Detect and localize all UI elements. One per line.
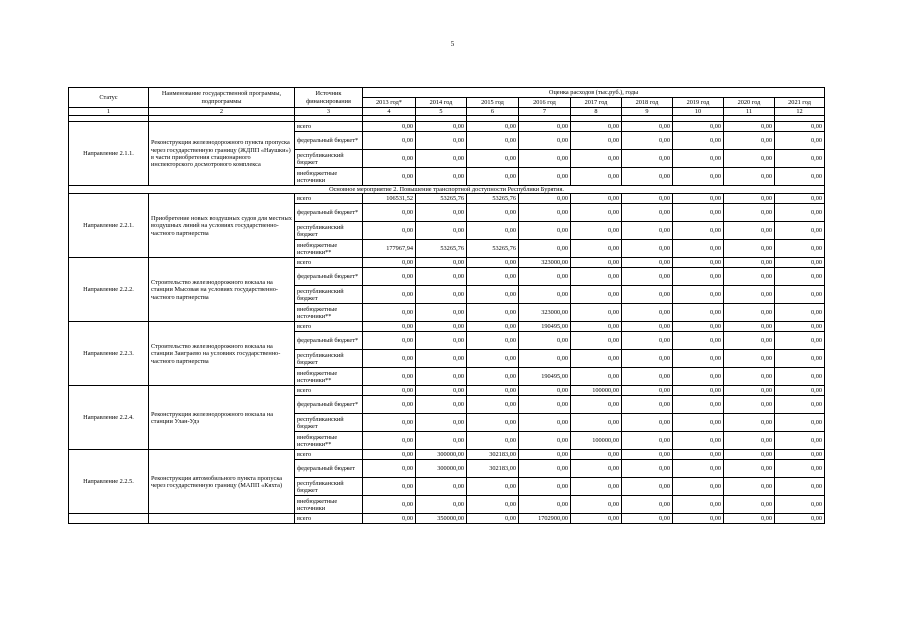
value-cell: 190495,00 (519, 322, 571, 332)
value-cell: 0,00 (571, 150, 622, 168)
value-cell: 0,00 (363, 432, 416, 450)
value-cell: 0,00 (724, 496, 775, 514)
value-cell: 0,00 (775, 286, 825, 304)
value-cell: 0,00 (571, 132, 622, 150)
value-cell: 0,00 (673, 322, 724, 332)
value-cell: 0,00 (775, 268, 825, 286)
value-cell: 0,00 (775, 194, 825, 204)
status-cell: Направление 2.2.3. (69, 322, 149, 386)
value-cell: 0,00 (467, 322, 519, 332)
value-cell: 0,00 (519, 332, 571, 350)
source-cell: федеральный бюджет* (295, 132, 363, 150)
source-cell: федеральный бюджет* (295, 204, 363, 222)
source-cell: внебюджетные источники** (295, 432, 363, 450)
value-cell: 0,00 (416, 286, 467, 304)
source-cell: республиканский бюджет (295, 350, 363, 368)
value-cell: 0,00 (775, 168, 825, 186)
header-year: 2014 год (416, 98, 467, 108)
value-cell: 0,00 (467, 368, 519, 386)
value-cell: 0,00 (622, 132, 673, 150)
value-cell: 0,00 (363, 258, 416, 268)
value-cell: 0,00 (673, 194, 724, 204)
value-cell: 0,00 (622, 368, 673, 386)
value-cell: 0,00 (622, 150, 673, 168)
value-cell: 0,00 (571, 350, 622, 368)
value-cell: 0,00 (673, 150, 724, 168)
value-cell: 0,00 (519, 286, 571, 304)
value-cell: 0,00 (416, 350, 467, 368)
value-cell: 302183,00 (467, 450, 519, 460)
table-row (69, 122, 825, 132)
value-cell: 0,00 (724, 168, 775, 186)
value-cell: 0,00 (724, 414, 775, 432)
value-cell: 0,00 (775, 322, 825, 332)
value-cell: 0,00 (416, 478, 467, 496)
value-cell: 0,00 (673, 414, 724, 432)
value-cell: 0,00 (724, 258, 775, 268)
value-cell: 0,00 (775, 514, 825, 524)
value-cell: 0,00 (363, 396, 416, 414)
value-cell: 0,00 (724, 150, 775, 168)
value-cell: 0,00 (724, 204, 775, 222)
source-cell: всего (295, 322, 363, 332)
value-cell: 0,00 (467, 286, 519, 304)
value-cell: 0,00 (416, 268, 467, 286)
value-cell: 0,00 (673, 496, 724, 514)
name-cell: Реконструкция железнодорожного вокзала на станции Улан-Удэ (149, 386, 295, 450)
value-cell: 0,00 (775, 460, 825, 478)
value-cell: 0,00 (571, 460, 622, 478)
value-cell: 0,00 (622, 322, 673, 332)
source-cell: федеральный бюджет (295, 460, 363, 478)
source-cell: федеральный бюджет* (295, 268, 363, 286)
value-cell: 0,00 (724, 194, 775, 204)
value-cell: 0,00 (673, 168, 724, 186)
value-cell: 0,00 (519, 240, 571, 258)
header-col-number: 8 (571, 108, 622, 116)
table-row (69, 450, 825, 460)
name-cell: Строительство железнодорожного вокзала на станции Заиграево на условиях государственно-частного партнерства (149, 322, 295, 386)
value-cell: 0,00 (724, 368, 775, 386)
value-cell: 0,00 (467, 350, 519, 368)
value-cell: 0,00 (519, 132, 571, 150)
value-cell: 0,00 (673, 304, 724, 322)
header-year: 2018 год (622, 98, 673, 108)
value-cell: 0,00 (363, 304, 416, 322)
source-cell: внебюджетные источники** (295, 304, 363, 322)
value-cell: 0,00 (363, 496, 416, 514)
value-cell: 0,00 (724, 460, 775, 478)
header-year: 2020 год (724, 98, 775, 108)
value-cell: 0,00 (571, 304, 622, 322)
value-cell: 0,00 (519, 414, 571, 432)
value-cell: 0,00 (571, 414, 622, 432)
source-cell: внебюджетные источники (295, 168, 363, 186)
value-cell: 0,00 (724, 386, 775, 396)
header-col-number: 12 (775, 108, 825, 116)
value-cell: 0,00 (571, 122, 622, 132)
table-row (69, 258, 825, 268)
value-cell: 0,00 (416, 132, 467, 150)
value-cell: 53265,76 (467, 240, 519, 258)
value-cell: 0,00 (467, 132, 519, 150)
value-cell: 0,00 (363, 122, 416, 132)
value-cell: 0,00 (673, 286, 724, 304)
value-cell: 106531,52 (363, 194, 416, 204)
value-cell: 0,00 (775, 122, 825, 132)
value-cell: 0,00 (673, 268, 724, 286)
value-cell: 0,00 (724, 332, 775, 350)
value-cell: 323000,00 (519, 304, 571, 322)
value-cell: 0,00 (724, 478, 775, 496)
value-cell: 0,00 (571, 222, 622, 240)
value-cell: 0,00 (571, 168, 622, 186)
header-year: 2021 год (775, 98, 825, 108)
name-cell: Строительство железнодорожного вокзала на станции Мысовая на условиях государственно-частного партнерства (149, 258, 295, 322)
header-col-number: 2 (149, 108, 295, 116)
value-cell: 0,00 (571, 478, 622, 496)
value-cell: 0,00 (673, 350, 724, 368)
value-cell: 300000,00 (416, 460, 467, 478)
status-cell (69, 514, 149, 524)
value-cell: 53265,76 (416, 240, 467, 258)
value-cell: 0,00 (363, 222, 416, 240)
value-cell: 0,00 (673, 368, 724, 386)
source-cell: республиканский бюджет (295, 150, 363, 168)
header-name: Наименование государственной программы, подпрограммы (149, 88, 295, 108)
value-cell: 0,00 (673, 240, 724, 258)
value-cell: 0,00 (622, 304, 673, 322)
value-cell: 0,00 (673, 514, 724, 524)
value-cell: 0,00 (775, 222, 825, 240)
value-cell: 323000,00 (519, 258, 571, 268)
value-cell: 0,00 (363, 368, 416, 386)
value-cell: 0,00 (775, 240, 825, 258)
value-cell: 0,00 (416, 258, 467, 268)
value-cell: 0,00 (416, 122, 467, 132)
value-cell: 0,00 (363, 204, 416, 222)
value-cell: 300000,00 (416, 450, 467, 460)
value-cell: 0,00 (416, 386, 467, 396)
source-cell: всего (295, 386, 363, 396)
value-cell: 0,00 (775, 414, 825, 432)
value-cell: 0,00 (673, 222, 724, 240)
value-cell: 0,00 (416, 332, 467, 350)
source-cell: федеральный бюджет* (295, 332, 363, 350)
source-cell: всего (295, 122, 363, 132)
value-cell: 0,00 (519, 350, 571, 368)
name-cell: Приобретение новых воздушных судов для местных воздушных линий на условиях государственно-частного партнерства (149, 194, 295, 258)
value-cell: 0,00 (571, 396, 622, 414)
value-cell: 0,00 (673, 204, 724, 222)
value-cell: 0,00 (673, 450, 724, 460)
value-cell: 0,00 (363, 168, 416, 186)
source-cell: внебюджетные источники** (295, 368, 363, 386)
value-cell: 0,00 (363, 514, 416, 524)
table-row (69, 386, 825, 396)
source-cell: всего (295, 258, 363, 268)
value-cell: 0,00 (673, 460, 724, 478)
value-cell: 0,00 (673, 396, 724, 414)
value-cell: 0,00 (467, 258, 519, 268)
value-cell: 0,00 (775, 386, 825, 396)
value-cell: 0,00 (571, 286, 622, 304)
value-cell: 0,00 (467, 414, 519, 432)
value-cell: 0,00 (622, 332, 673, 350)
value-cell: 0,00 (519, 194, 571, 204)
value-cell: 0,00 (519, 150, 571, 168)
value-cell: 0,00 (519, 168, 571, 186)
header-status: Статус (69, 88, 149, 108)
value-cell: 0,00 (467, 432, 519, 450)
value-cell: 0,00 (363, 478, 416, 496)
value-cell: 0,00 (622, 122, 673, 132)
value-cell: 0,00 (467, 332, 519, 350)
value-cell: 0,00 (571, 268, 622, 286)
header-col-number: 3 (295, 108, 363, 116)
header-source: Источник финансирования (295, 88, 363, 108)
value-cell: 0,00 (724, 450, 775, 460)
value-cell: 0,00 (571, 496, 622, 514)
value-cell: 0,00 (363, 386, 416, 396)
value-cell: 0,00 (775, 432, 825, 450)
value-cell: 0,00 (467, 150, 519, 168)
value-cell: 0,00 (724, 396, 775, 414)
value-cell: 0,00 (622, 258, 673, 268)
table-row (69, 322, 825, 332)
header-estimate: Оценка расходов (тыс.руб.), годы (363, 88, 825, 98)
value-cell: 0,00 (519, 396, 571, 414)
value-cell: 0,00 (622, 194, 673, 204)
value-cell: 0,00 (519, 268, 571, 286)
value-cell: 0,00 (724, 514, 775, 524)
header-col-number: 10 (673, 108, 724, 116)
value-cell: 0,00 (622, 496, 673, 514)
value-cell: 0,00 (363, 450, 416, 460)
value-cell: 0,00 (519, 432, 571, 450)
value-cell: 0,00 (467, 396, 519, 414)
value-cell: 0,00 (622, 414, 673, 432)
value-cell: 0,00 (622, 450, 673, 460)
value-cell: 0,00 (467, 222, 519, 240)
value-cell: 0,00 (724, 432, 775, 450)
value-cell: 0,00 (363, 332, 416, 350)
value-cell: 0,00 (775, 478, 825, 496)
value-cell: 0,00 (775, 150, 825, 168)
value-cell: 0,00 (571, 368, 622, 386)
table-row (69, 194, 825, 204)
value-cell: 0,00 (467, 514, 519, 524)
source-cell: внебюджетные источники (295, 496, 363, 514)
value-cell: 0,00 (571, 258, 622, 268)
source-cell: всего (295, 450, 363, 460)
page-number: 5 (450, 40, 455, 48)
value-cell: 0,00 (622, 168, 673, 186)
value-cell: 0,00 (416, 204, 467, 222)
value-cell: 0,00 (724, 240, 775, 258)
value-cell: 0,00 (775, 396, 825, 414)
header-col-number: 4 (363, 108, 416, 116)
value-cell: 0,00 (724, 268, 775, 286)
value-cell: 0,00 (416, 150, 467, 168)
value-cell: 0,00 (467, 304, 519, 322)
status-cell: Направление 2.2.5. (69, 450, 149, 514)
status-cell: Направление 2.2.4. (69, 386, 149, 450)
value-cell: 0,00 (673, 432, 724, 450)
value-cell: 0,00 (622, 240, 673, 258)
value-cell: 0,00 (467, 268, 519, 286)
value-cell: 0,00 (467, 496, 519, 514)
value-cell: 0,00 (673, 122, 724, 132)
value-cell: 0,00 (363, 322, 416, 332)
value-cell: 0,00 (519, 460, 571, 478)
value-cell: 53265,76 (416, 194, 467, 204)
value-cell: 0,00 (571, 240, 622, 258)
value-cell: 0,00 (673, 478, 724, 496)
value-cell: 0,00 (571, 332, 622, 350)
value-cell: 0,00 (673, 132, 724, 150)
header-year: 2013 год* (363, 98, 416, 108)
value-cell: 0,00 (724, 122, 775, 132)
value-cell: 0,00 (416, 368, 467, 386)
value-cell: 0,00 (416, 222, 467, 240)
value-cell: 0,00 (571, 204, 622, 222)
value-cell: 190495,00 (519, 368, 571, 386)
value-cell: 100000,00 (571, 432, 622, 450)
source-cell: республиканский бюджет (295, 414, 363, 432)
subheader-row: Основное мероприятие 2. Повышение транспортной доступности Республики Бурятия. (69, 186, 825, 194)
value-cell: 0,00 (775, 368, 825, 386)
value-cell: 0,00 (724, 304, 775, 322)
header-year: 2015 год (467, 98, 519, 108)
header-col-number: 7 (519, 108, 571, 116)
value-cell: 0,00 (622, 386, 673, 396)
source-cell: федеральный бюджет* (295, 396, 363, 414)
source-cell: внебюджетные источники** (295, 240, 363, 258)
source-cell: республиканский бюджет (295, 222, 363, 240)
value-cell: 0,00 (416, 322, 467, 332)
source-cell: всего (295, 194, 363, 204)
value-cell: 0,00 (467, 168, 519, 186)
value-cell: 0,00 (673, 386, 724, 396)
value-cell: 0,00 (673, 258, 724, 268)
value-cell: 0,00 (775, 304, 825, 322)
source-cell: всего (295, 514, 363, 524)
value-cell: 0,00 (622, 286, 673, 304)
value-cell: 0,00 (519, 204, 571, 222)
value-cell: 0,00 (571, 194, 622, 204)
value-cell: 0,00 (467, 204, 519, 222)
value-cell: 0,00 (622, 460, 673, 478)
value-cell: 0,00 (363, 460, 416, 478)
status-cell: Направление 2.1.1. (69, 122, 149, 186)
header-col-number: 9 (622, 108, 673, 116)
value-cell: 0,00 (519, 450, 571, 460)
value-cell: 0,00 (416, 496, 467, 514)
value-cell: 0,00 (775, 496, 825, 514)
value-cell: 0,00 (519, 496, 571, 514)
value-cell: 0,00 (363, 132, 416, 150)
value-cell: 0,00 (363, 350, 416, 368)
value-cell: 0,00 (416, 396, 467, 414)
value-cell: 0,00 (363, 150, 416, 168)
header-year: 2017 год (571, 98, 622, 108)
value-cell: 0,00 (519, 122, 571, 132)
value-cell: 0,00 (724, 132, 775, 150)
value-cell: 0,00 (775, 332, 825, 350)
value-cell: 0,00 (622, 204, 673, 222)
value-cell: 177967,94 (363, 240, 416, 258)
value-cell: 0,00 (467, 478, 519, 496)
value-cell: 0,00 (622, 350, 673, 368)
value-cell: 0,00 (775, 450, 825, 460)
value-cell: 0,00 (519, 222, 571, 240)
value-cell: 0,00 (467, 386, 519, 396)
value-cell: 0,00 (363, 286, 416, 304)
value-cell: 0,00 (519, 478, 571, 496)
budget-table (68, 87, 825, 524)
header-col-number: 6 (467, 108, 519, 116)
value-cell: 302183,00 (467, 460, 519, 478)
value-cell: 0,00 (775, 204, 825, 222)
name-cell: Реконструкция автомобильного пункта пропуска через государственную границу (МАПП «Кяхта) (149, 450, 295, 514)
source-cell: республиканский бюджет (295, 286, 363, 304)
value-cell: 0,00 (622, 478, 673, 496)
value-cell: 0,00 (724, 350, 775, 368)
name-cell (149, 514, 295, 524)
value-cell: 53265,76 (467, 194, 519, 204)
value-cell: 0,00 (363, 268, 416, 286)
value-cell: 0,00 (571, 514, 622, 524)
header-col-number: 1 (69, 108, 149, 116)
header-year: 2019 год (673, 98, 724, 108)
value-cell: 0,00 (416, 432, 467, 450)
status-cell: Направление 2.2.1. (69, 194, 149, 258)
value-cell: 0,00 (416, 414, 467, 432)
value-cell: 350000,00 (416, 514, 467, 524)
source-cell: республиканский бюджет (295, 478, 363, 496)
value-cell: 0,00 (775, 350, 825, 368)
value-cell: 0,00 (622, 432, 673, 450)
table-row (69, 514, 825, 524)
value-cell: 0,00 (416, 168, 467, 186)
status-cell: Направление 2.2.2. (69, 258, 149, 322)
value-cell: 0,00 (622, 222, 673, 240)
value-cell: 0,00 (571, 322, 622, 332)
name-cell: Реконструкция железнодорожного пункта пропуска через государственную границу (ЖДПП «Наушки») в части приобретения стационарного инспекторского досмотрового комплекса (149, 122, 295, 186)
value-cell: 0,00 (775, 258, 825, 268)
value-cell: 0,00 (724, 222, 775, 240)
value-cell: 0,00 (775, 132, 825, 150)
header-col-number: 11 (724, 108, 775, 116)
value-cell: 0,00 (467, 122, 519, 132)
value-cell: 0,00 (519, 386, 571, 396)
value-cell: 0,00 (724, 286, 775, 304)
value-cell: 0,00 (622, 396, 673, 414)
value-cell: 0,00 (724, 322, 775, 332)
value-cell: 0,00 (363, 414, 416, 432)
value-cell: 0,00 (622, 268, 673, 286)
value-cell: 0,00 (571, 450, 622, 460)
value-cell: 0,00 (622, 514, 673, 524)
header-year: 2016 год (519, 98, 571, 108)
value-cell: 0,00 (416, 304, 467, 322)
header-col-number: 5 (416, 108, 467, 116)
value-cell: 0,00 (673, 332, 724, 350)
value-cell: 100000,00 (571, 386, 622, 396)
value-cell: 1702900,00 (519, 514, 571, 524)
